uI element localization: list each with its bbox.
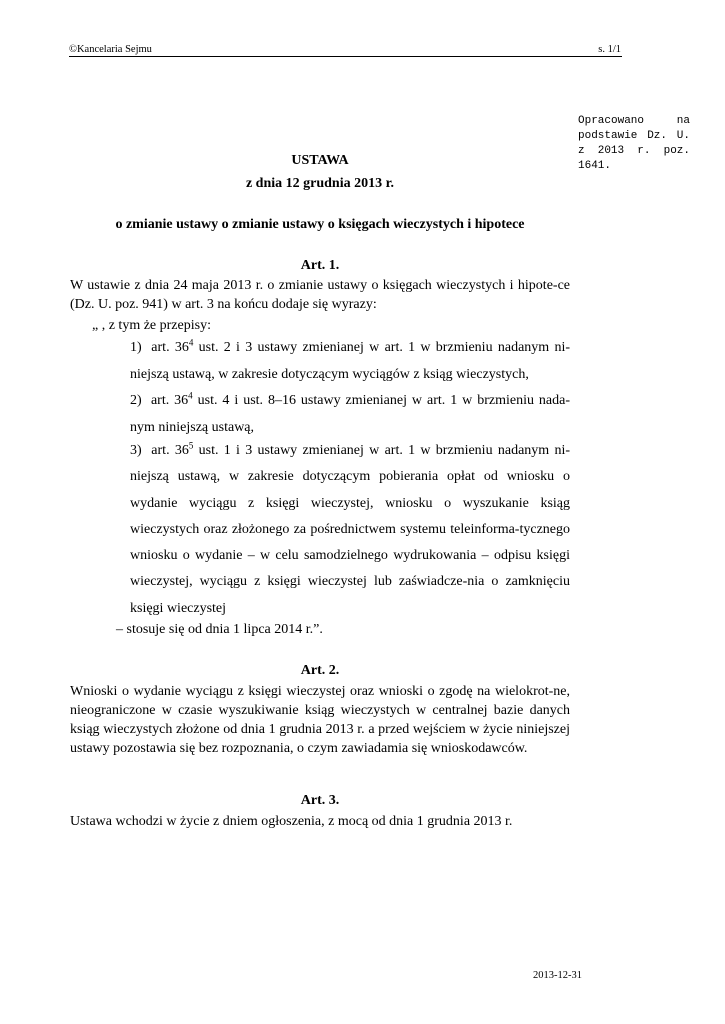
art3-heading: Art. 3. xyxy=(300,793,340,808)
art1-quote-open: „ , z tym że przepisy: xyxy=(92,318,211,333)
art1-closing: – stosuje się od dnia 1 lipca 2014 r.”. xyxy=(116,622,323,637)
item-number: 2) xyxy=(130,393,142,408)
art1-intro: W ustawie z dnia 24 maja 2013 r. o zmianie ustawy o księgach wieczystych i hipote-ce (Dz. U. poz. 941) w art. 3 na końcu dodaje się wyrazy: xyxy=(70,278,570,312)
art1-item-1 xyxy=(130,334,570,388)
art2-heading: Art. 2. xyxy=(300,663,340,678)
art1-item-3 xyxy=(130,438,570,622)
item-ref: art. 36 xyxy=(150,393,189,408)
footer-date: 2013-12-31 xyxy=(533,970,582,981)
item-number: 3) xyxy=(130,443,142,458)
art2-text: Wnioski o wydanie wyciągu z księgi wieczystej oraz wnioski o zgodę na wielokrot-ne, nieograniczone w czasie wyszukiwanie ksiąg wieczystych w centralnej bazie danych ksiąg wieczystych złożone od dnia 1 grudnia 2013 r. a przed wejściem w życie niniejszej ustawy pozostawia się bez rozpoznania, o czym zawiadamia się wnioskodawców. xyxy=(70,684,570,756)
header-publisher: ©Kancelaria Sejmu xyxy=(69,44,152,55)
item-ref: art. 36 xyxy=(151,443,189,458)
item-sup: 5 xyxy=(188,440,194,451)
header-page-number: s. 1/1 xyxy=(598,44,621,55)
item-sup: 4 xyxy=(188,337,194,348)
art3-text: Ustawa wchodzi w życie z dniem ogłoszenia, z mocą od dnia 1 grudnia 2013 r. xyxy=(70,814,513,829)
header-rule xyxy=(69,56,622,57)
item-number: 1) xyxy=(130,340,142,355)
act-date: z dnia 12 grudnia 2013 r. xyxy=(245,176,395,191)
source-note: Opracowano na podstawie Dz. U. z 2013 r. poz. 1641. xyxy=(578,115,690,172)
item-text: ust. 4 i ust. 8–16 ustawy zmienianej w art. 1 w brzmieniu nada-nym niniejszą ustawą, xyxy=(130,393,570,435)
item-text: ust. 2 i 3 ustawy zmienianej w art. 1 w brzmieniu nadanym ni-niejszą ustawą, w zakresie dotyczącym wyciągów z ksiąg wieczystych, xyxy=(130,340,571,382)
item-text: ust. 1 i 3 ustawy zmienianej w art. 1 w brzmieniu nadanym ni-niejszą ustawą, w zakresie dotyczącym pobierania opłat od wniosku o wydanie wyciągu z księgi wieczystej, wniosku o wyszukanie ksiąg wieczystych oraz złożonego za pośrednictwem systemu teleinforma-tycznego wniosku o wydanie – w celu samodzielnego wydrukowania – odpisu księgi wieczystej, wyciągu z księgi wieczystej lub zaświadcze-nia o zamknięciu księgi wieczystej xyxy=(130,443,571,616)
act-title: USTAWA xyxy=(291,153,349,168)
act-subject: o zmianie ustawy o zmianie ustawy o księgach wieczystych i hipotece xyxy=(115,217,525,232)
item-ref: art. 36 xyxy=(151,340,189,355)
art1-item-2 xyxy=(130,387,570,441)
item-sup: 4 xyxy=(188,390,193,401)
art1-heading: Art. 1. xyxy=(300,258,340,273)
